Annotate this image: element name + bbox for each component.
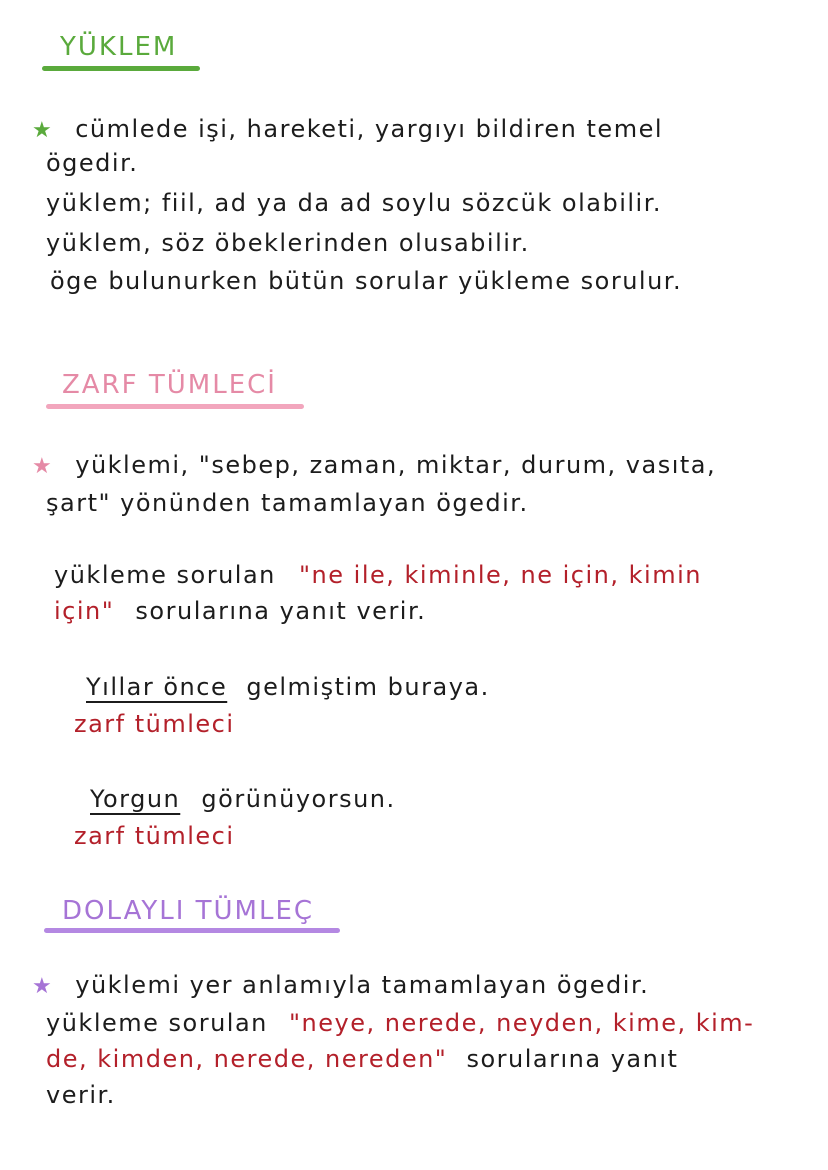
zarf-question-line-1: yükleme sorulan "ne ile, kiminle, ne için, kimin	[54, 561, 702, 589]
yuklem-heading: YÜKLEM	[60, 32, 178, 62]
dolayli-heading: DOLAYLI TÜMLEÇ	[62, 896, 315, 926]
zarf-example-2-label: zarf tümleci	[74, 822, 235, 850]
example-underlined: Yorgun	[90, 785, 181, 813]
yuklem-line-1: ★ cümlede işi, hareketi, yargıyı bildiren temel	[32, 114, 663, 146]
zarf-example-1: Yıllar önce gelmiştim buraya.	[86, 673, 490, 701]
zarf-questions: "ne ile, kiminle, ne için, kimin	[299, 561, 702, 589]
dolayli-line-3: de, kimden, nerede, nereden" sorularına yanıt	[46, 1045, 679, 1073]
example-underlined: Yıllar önce	[86, 673, 228, 701]
zarf-question-line-2: için" sorularına yanıt verir.	[54, 597, 427, 625]
dolayli-line-2: yükleme sorulan "neye, nerede, neyden, kime, kim-	[46, 1009, 755, 1037]
zarf-heading: ZARF TÜMLECİ	[62, 370, 277, 400]
dolayli-heading-underline	[44, 928, 340, 933]
yuklem-line-5: öge bulunurken bütün sorular yükleme sorulur.	[50, 267, 683, 295]
zarf-line-2: şart" yönünden tamamlayan ögedir.	[46, 489, 529, 517]
star-icon: ★	[32, 454, 54, 479]
star-icon: ★	[32, 118, 54, 143]
zarf-line-1: ★ yüklemi, "sebep, zaman, miktar, durum, vasıta,	[32, 450, 716, 482]
zarf-heading-underline	[46, 404, 304, 409]
dolayli-line-4: verir.	[46, 1081, 116, 1109]
star-icon: ★	[32, 974, 54, 999]
zarf-example-2: Yorgun görünüyorsun.	[90, 785, 396, 813]
dolayli-line-1: ★ yüklemi yer anlamıyla tamamlayan ögedir.	[32, 970, 649, 1002]
zarf-example-1-label: zarf tümleci	[74, 710, 235, 738]
yuklem-heading-underline	[42, 66, 200, 71]
yuklem-line-4: yüklem, söz öbeklerinden olusabilir.	[46, 229, 530, 257]
yuklem-line-2: ögedir.	[46, 149, 139, 177]
yuklem-line-3: yüklem; fiil, ad ya da ad soylu sözcük olabilir.	[46, 189, 663, 217]
